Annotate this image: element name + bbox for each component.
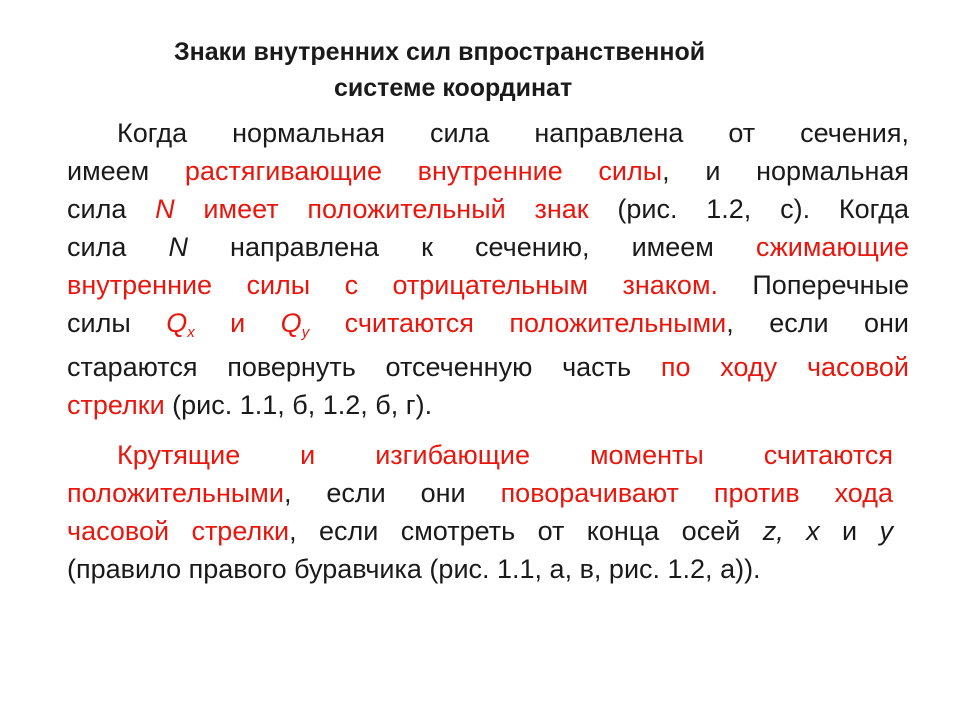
- paragraph-1-line-8: стрелки (рис. 1.1, б, 1.2, б, г).: [67, 390, 433, 420]
- paragraph-2-line-3: часовой стрелки, если смотреть от конца осей z, x и y: [67, 516, 893, 546]
- slide-title-line-2: системе координат: [334, 74, 573, 102]
- paragraph-1-line-3: сила N имеет положительный знак (рис. 1.2, с). Когда: [67, 194, 909, 224]
- paragraph-1-line-5: внутренние силы с отрицательным знаком. Поперечные: [67, 270, 909, 300]
- paragraph-1-line-4: сила N направлена к сечению, имеем сжимающие: [67, 232, 909, 262]
- paragraph-1-line-7: стараются повернуть отсеченную часть по ходу часовой: [67, 352, 909, 382]
- paragraph-1-line-6: силы $Q_x$ и $Q_y$ считаются положительными, если они: [67, 308, 909, 341]
- paragraph-2-line-4: (правило правого буравчика (рис. 1.1, а, в, рис. 1.2, а)).: [67, 554, 761, 584]
- paragraph-2-line-2: положительными, если они поворачивают против хода: [67, 478, 893, 508]
- paragraph-1-line-1: Когда нормальная сила направлена от сечения,: [117, 118, 909, 148]
- paragraph-1-line-2: имеем растягивающие внутренние силы, и нормальная: [67, 156, 909, 186]
- paragraph-2-line-1: Крутящие и изгибающие моменты считаются: [117, 440, 893, 470]
- slide-title-line-1: Знаки внутренних сил впространственной: [174, 38, 706, 66]
